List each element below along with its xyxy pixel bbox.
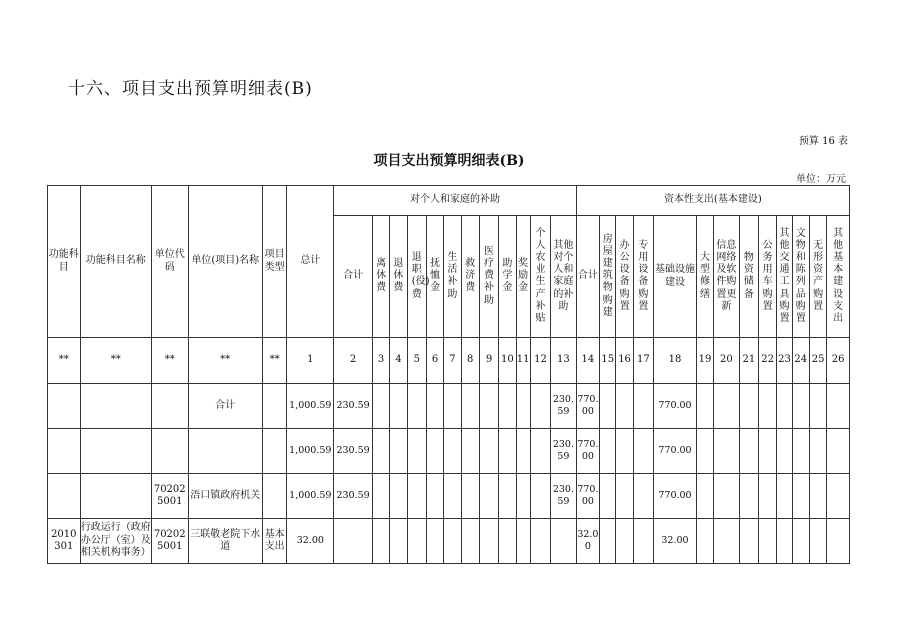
capital-infra-cell: 770.00 [654, 474, 697, 519]
personal-subtotal-cell: 230.59 [334, 429, 373, 474]
index-cell: ** [188, 338, 262, 384]
index-row [48, 338, 850, 384]
func-code-cell [48, 384, 81, 429]
header-personal-col: 退职(役)费 [407, 216, 426, 338]
index-cell: 4 [390, 338, 407, 384]
index-cell: 14 [576, 338, 599, 384]
personal-other-cell: 230.59 [551, 429, 577, 474]
total-cell: 1,000.59 [287, 474, 334, 519]
index-cell: 1 [287, 338, 334, 384]
unit-code-cell [151, 384, 188, 429]
index-cell: 26 [827, 338, 850, 384]
index-cell: 5 [407, 338, 426, 384]
capital-subtotal-cell: 770.00 [576, 384, 599, 429]
unit-name-cell [188, 429, 262, 474]
index-cell: 9 [479, 338, 498, 384]
total-cell: 32.00 [287, 519, 334, 564]
header-capital-subtotal: 合计 [576, 216, 599, 338]
capital-infra-cell: 770.00 [654, 384, 697, 429]
index-cell: 25 [809, 338, 826, 384]
index-cell: 13 [551, 338, 577, 384]
capital-subtotal-cell: 770.00 [576, 474, 599, 519]
personal-subtotal-cell: 230.59 [334, 474, 373, 519]
unit-code-cell [151, 429, 188, 474]
capital-subtotal-cell: 770.00 [576, 429, 599, 474]
header-personal-col: 退休费 [390, 216, 407, 338]
header-unit-name: 单位(项目)名称 [188, 186, 262, 338]
header-total: 总计 [287, 186, 334, 338]
index-cell: 18 [654, 338, 697, 384]
header-group-personal: 对个人和家庭的补助 [334, 186, 576, 216]
header-personal-col: 抚恤金 [426, 216, 443, 338]
unit-name-cell: 浯口镇政府机关 [188, 474, 262, 519]
index-cell: 17 [633, 338, 653, 384]
header-capital-col: 无形资产购置 [809, 216, 826, 338]
header-capital-col: 信息网络及软件购置更新 [714, 216, 739, 338]
total-cell: 1,000.59 [287, 384, 334, 429]
total-cell: 1,000.59 [287, 429, 334, 474]
func-code-cell [48, 429, 81, 474]
header-personal-col: 个人农业生产补贴 [530, 216, 550, 338]
index-cell: 6 [426, 338, 443, 384]
index-cell: ** [48, 338, 81, 384]
personal-other-cell [551, 519, 577, 564]
index-cell: 15 [600, 338, 616, 384]
header-proj-type: 项目类型 [262, 186, 286, 338]
unit-label: 单位：万元 [796, 174, 846, 185]
header-personal-col: 救济费 [461, 216, 479, 338]
index-cell: 3 [372, 338, 389, 384]
proj-type-cell [262, 429, 286, 474]
header-personal-col: 离休费 [372, 216, 389, 338]
header-func-name: 功能科目名称 [80, 186, 151, 338]
header-group-capital: 资本性支出(基本建设) [576, 186, 849, 216]
index-cell: ** [151, 338, 188, 384]
personal-subtotal-cell: 230.59 [334, 384, 373, 429]
table-row [48, 384, 850, 429]
index-cell: 22 [759, 338, 777, 384]
header-personal-col: 助学金 [499, 216, 516, 338]
index-cell: 20 [714, 338, 739, 384]
header-capital-col: 基础设施建设 [654, 216, 697, 338]
header-unit-code: 单位代码 [151, 186, 188, 338]
page-heading: 十六、项目支出预算明细表(B) [68, 79, 313, 99]
index-cell: 8 [461, 338, 479, 384]
personal-subtotal-cell [334, 519, 373, 564]
index-cell: 7 [444, 338, 461, 384]
index-cell: 12 [530, 338, 550, 384]
unit-code-cell: 702025001 [151, 474, 188, 519]
unit-name-cell: 合计 [188, 384, 262, 429]
index-cell: 21 [739, 338, 758, 384]
header-func-code: 功能科目 [48, 186, 81, 338]
index-cell: 16 [616, 338, 633, 384]
table-row [48, 519, 850, 564]
header-personal-subtotal: 合计 [334, 216, 373, 338]
index-cell: 24 [792, 338, 809, 384]
proj-type-cell: 基本支出 [262, 519, 286, 564]
index-cell: ** [262, 338, 286, 384]
table-row [48, 474, 850, 519]
header-personal-col: 生活补助 [444, 216, 461, 338]
proj-type-cell [262, 474, 286, 519]
header-group-row [48, 186, 850, 216]
capital-infra-cell: 32.00 [654, 519, 697, 564]
func-code-cell: 2010301 [48, 519, 81, 564]
func-name-cell [80, 384, 151, 429]
func-code-cell [48, 474, 81, 519]
header-capital-col: 办公设备购置 [616, 216, 633, 338]
personal-other-cell: 230.59 [551, 384, 577, 429]
header-capital-col: 公务用车购置 [759, 216, 777, 338]
header-capital-col: 其他交通工具购置 [777, 216, 792, 338]
unit-code-cell: 702025001 [151, 519, 188, 564]
unit-name-cell: 三联敬老院下水道 [188, 519, 262, 564]
index-cell: 11 [516, 338, 530, 384]
header-personal-col: 奖励金 [516, 216, 530, 338]
table-title: 项目支出预算明细表(B) [373, 153, 525, 169]
form-number: 预算 16 表 [798, 136, 848, 147]
budget-table [47, 185, 850, 564]
index-cell: 19 [696, 338, 713, 384]
header-capital-col: 文物和陈列品购置 [792, 216, 809, 338]
capital-subtotal-cell: 32.00 [576, 519, 599, 564]
index-cell: 23 [777, 338, 792, 384]
proj-type-cell [262, 384, 286, 429]
header-personal-col: 医疗费补助 [479, 216, 498, 338]
func-name-cell [80, 474, 151, 519]
header-capital-col: 专用设备购置 [633, 216, 653, 338]
func-name-cell: 行政运行（政府办公厅（室）及相关机构事务） [80, 519, 151, 564]
personal-other-cell: 230.59 [551, 474, 577, 519]
header-capital-col: 其他基本建设支出 [827, 216, 850, 338]
header-capital-col: 物资储备 [739, 216, 758, 338]
header-capital-col: 大型修缮 [696, 216, 713, 338]
table-row [48, 429, 850, 474]
index-cell: ** [80, 338, 151, 384]
header-capital-col: 房屋建筑物购建 [600, 216, 616, 338]
capital-infra-cell: 770.00 [654, 429, 697, 474]
func-name-cell [80, 429, 151, 474]
index-cell: 2 [334, 338, 373, 384]
header-personal-col: 其他对个人和家庭的补助 [551, 216, 577, 338]
index-cell: 10 [499, 338, 516, 384]
